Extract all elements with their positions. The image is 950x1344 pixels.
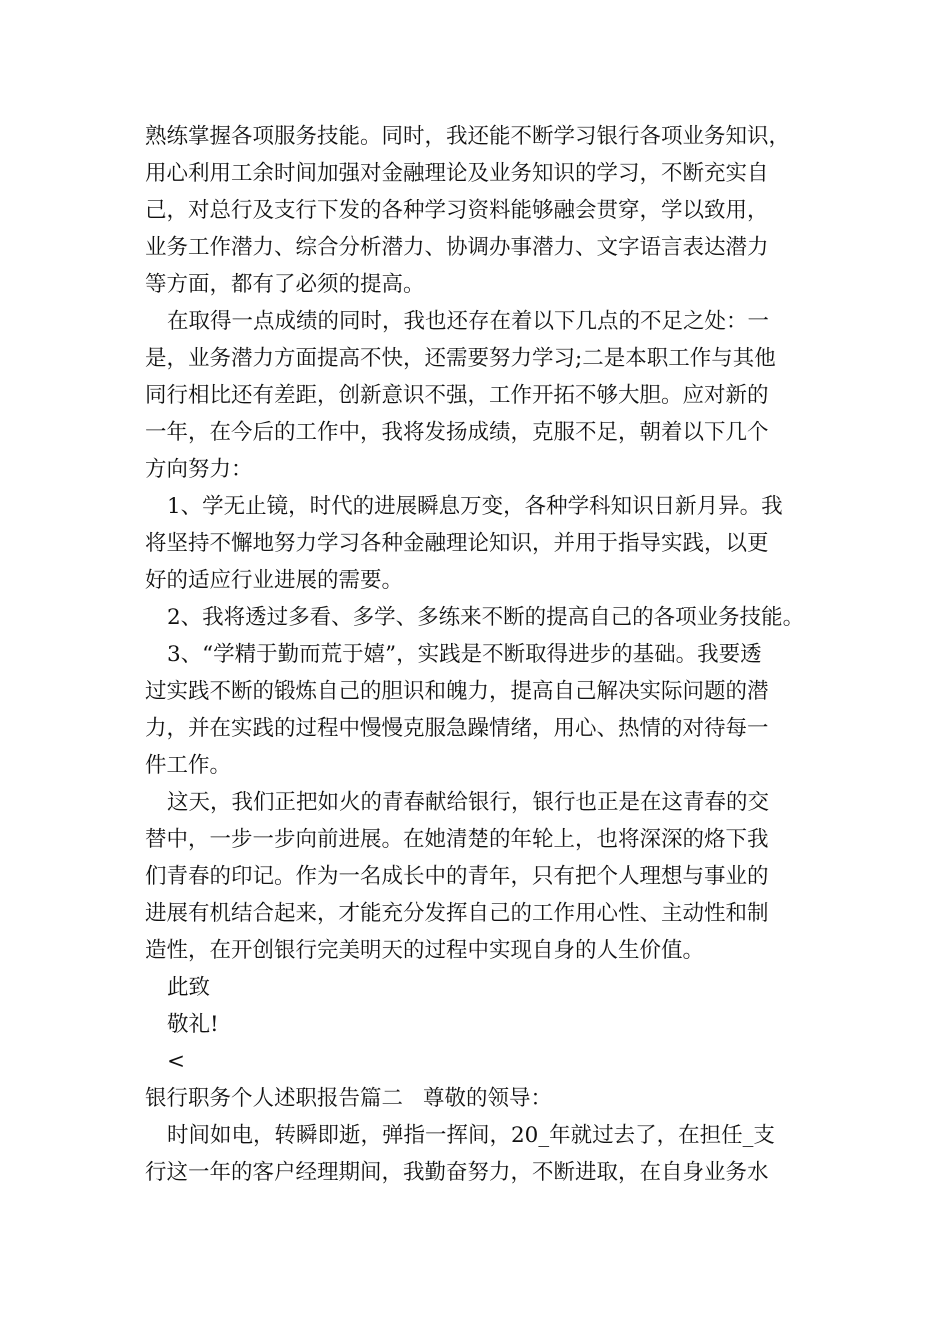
paragraph-line: 是，业务潜力方面提高不快，还需要努力学习;二是本职工作与其他: [145, 346, 776, 371]
section-title-line: [145, 1080, 815, 1117]
list-item-line: 将坚持不懈地努力学习各种金融理论知识，并用于指导实践，以更: [145, 531, 769, 556]
list-item-line: 1、学无止镜，时代的进展瞬息万变，各种学科知识日新月异。我: [167, 494, 783, 519]
paragraph-line: 行这一年的客户经理期间，我勤奋努力，不断进取，在自身业务水: [145, 1160, 769, 1185]
paragraph-line: 进展有机结合起来，才能充分发挥自己的工作用心性、主动性和制: [145, 901, 769, 926]
paragraph-line: 等方面，都有了必须的提高。: [145, 272, 425, 297]
list-item-line: 件工作。: [145, 753, 232, 778]
document-body: [145, 118, 815, 1191]
paragraph-line: 造性，在开创银行完美明天的过程中实现自身的人生价值。: [145, 938, 705, 963]
closing-line: 此致: [167, 975, 211, 1000]
list-item-line: 2、我将透过多看、多学、多练来不断的提高自己的各项业务技能。: [167, 605, 805, 630]
salutation-line: 敬礼!: [167, 1012, 219, 1037]
paragraph-line: 这天，我们正把如火的青春献给银行，银行也正是在这青春的交: [167, 790, 770, 815]
greeting: 尊敬的领导：: [423, 1086, 553, 1111]
paragraph-line: 同行相比还有差距，创新意识不强，工作开拓不够大胆。应对新的: [145, 383, 769, 408]
paragraph-line: 己，对总行及支行下发的各种学习资料能够融会贯穿，学以致用，: [145, 198, 769, 223]
paragraph-line: 一年，在今后的工作中，我将发扬成绩，克服不足，朝着以下几个: [145, 420, 769, 445]
paragraph-line: 熟练掌握各项服务技能。同时，我还能不断学习银行各项业务知识，: [145, 124, 791, 149]
paragraph-line: 时间如电，转瞬即逝，弹指一挥间，20_年就过去了，在担任_支: [167, 1123, 775, 1148]
paragraph-line: 在取得一点成绩的同时，我也还存在着以下几点的不足之处：一: [167, 309, 770, 334]
paragraph-line: 替中，一步一步向前进展。在她清楚的年轮上，也将深深的烙下我: [145, 827, 769, 852]
list-item-line: 过实践不断的锻炼自己的胆识和魄力，提高自己解决实际问题的潜: [145, 679, 769, 704]
paragraph-line: 们青春的印记。作为一名成长中的青年，只有把个人理想与事业的: [145, 864, 769, 889]
stray-symbol-line: <: [167, 1049, 186, 1074]
paragraph-line: 方向努力：: [145, 457, 253, 482]
list-item-line: 力，并在实践的过程中慢慢克服急躁情绪，用心、热情的对待每一: [145, 716, 769, 741]
paragraph-line: 用心利用工余时间加强对金融理论及业务知识的学习，不断充实自: [145, 161, 769, 186]
paragraph-line: 业务工作潜力、综合分析潜力、协调办事潜力、文字语言表达潜力: [145, 235, 769, 260]
list-item-line: 3、“学精于勤而荒于嬉”，实践是不断取得进步的基础。我要透: [167, 642, 762, 667]
section-title: 银行职务个人述职报告篇二: [145, 1086, 404, 1111]
list-item-line: 好的适应行业进展的需要。: [145, 568, 404, 593]
